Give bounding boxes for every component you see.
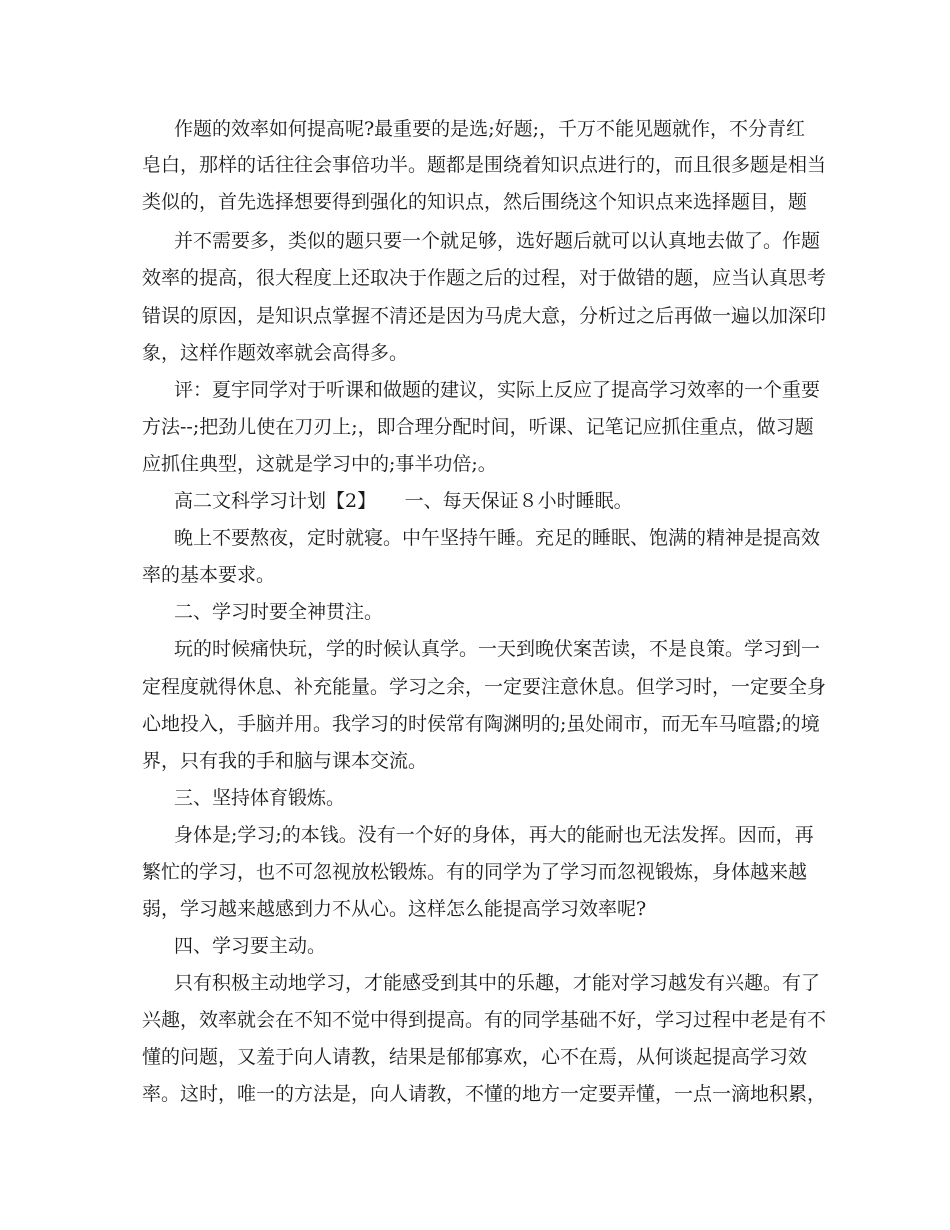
- text-line: 效率的提高，很大程度上还取决于作题之后的过程，对于做错的题，应当认真思考: [142, 267, 827, 289]
- text-line: 率的基本要求。: [142, 564, 276, 586]
- section-heading: 四、学习要主动。: [174, 935, 327, 957]
- section-heading: 三、坚持体育锻炼。: [174, 787, 346, 809]
- text-line: 应抓住典型，这就是学习中的;事半功倍;。: [142, 453, 497, 475]
- text-line: 弱，学习越来越感到力不从心。这样怎么能提高学习效率呢?: [142, 898, 647, 920]
- text-line: 错误的原因，是知识点掌握不清还是因为马虎大意，分析过之后再做一遍以加深印: [142, 305, 827, 327]
- text-line: 皂白，那样的话往往会事倍功半。题都是围绕着知识点进行的，而且很多题是相当: [142, 154, 827, 176]
- text-line: 并不需要多，类似的题只要一个就足够，选好题后就可以认真地去做了。作题: [174, 230, 821, 252]
- text-line: 定程度就得休息、补充能量。学习之余，一定要注意休息。但学习时，一定要全身: [142, 676, 827, 698]
- text-line: 只有积极主动地学习，才能感受到其中的乐趣，才能对学习越发有兴趣。有了: [174, 972, 821, 994]
- text-line: 懂的问题，又羞于向人请教，结果是郁郁寡欢，心不在焉，从何谈起提高学习效: [142, 1046, 808, 1068]
- text-line: 身体是;学习;的本钱。没有一个好的身体，再大的能耐也无法发挥。因而，再: [174, 824, 814, 846]
- text-line: 作题的效率如何提高呢?最重要的是选;好题;，千万不能见题就作，不分青红: [174, 118, 805, 140]
- text-line: 心地投入，手脑并用。我学习的时侯常有陶渊明的;虽处闹市，而无车马喧嚣;的境: [142, 713, 820, 735]
- text-line: 方法--;把劲儿使在刀刃上;，即合理分配时间，听课、记笔记应抓住重点，做习题: [142, 416, 814, 438]
- text-line: 晚上不要熬夜，定时就寝。中午坚持午睡。充足的睡眠、饱满的精神是提高效: [174, 527, 821, 549]
- section-heading: 高二文科学习计划【2】 一、每天保证８小时睡眠。: [174, 490, 633, 512]
- text-line: 繁忙的学习，也不可忽视放松锻炼。有的同学为了学习而忽视锻炼，身体越来越: [142, 861, 808, 883]
- section-heading: 二、学习时要全神贯注。: [174, 601, 384, 623]
- text-line: 玩的时候痛快玩，学的时候认真学。一天到晚伏案苦读，不是良策。学习到一: [174, 638, 821, 660]
- text-line: 象，这样作题效率就会高得多。: [142, 342, 409, 364]
- text-line: 兴趣，效率就会在不知不觉中得到提高。有的同学基础不好，学习过程中老是有不: [142, 1009, 827, 1031]
- text-line: 评：夏宇同学对于听课和做题的建议，实际上反应了提高学习效率的一个重要: [174, 379, 821, 401]
- text-line: 率。这时，唯一的方法是，向人请教，不懂的地方一定要弄懂，一点一滴地积累，: [142, 1083, 827, 1105]
- text-line: 类似的，首先选择想要得到强化的知识点，然后围绕这个知识点来选择题目，题: [142, 191, 808, 213]
- text-line: 界，只有我的手和脑与课本交流。: [142, 750, 428, 772]
